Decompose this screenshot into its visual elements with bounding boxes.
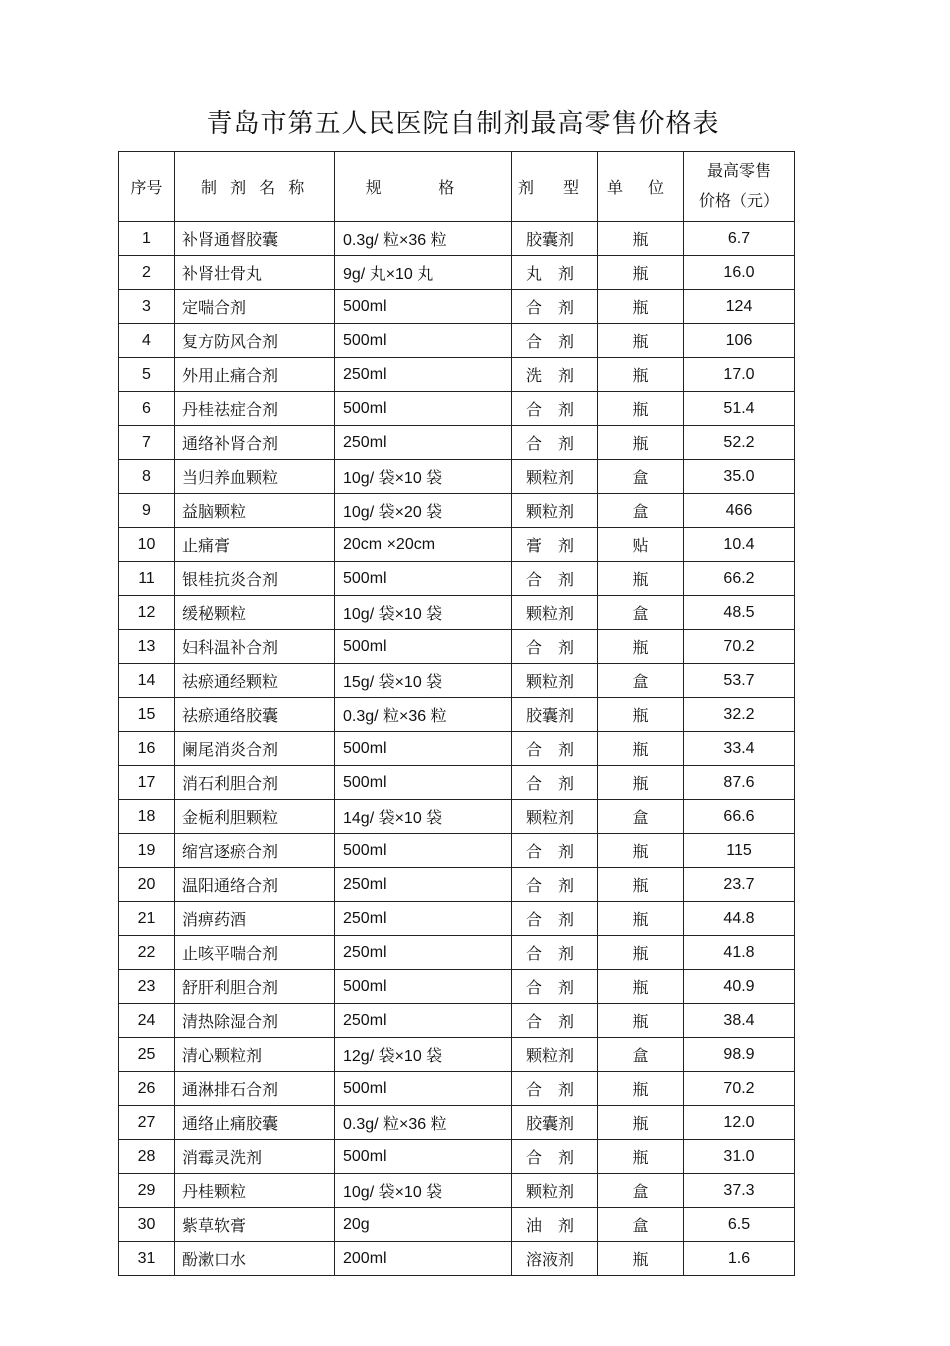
header-name: 制 剂 名 称 (175, 152, 335, 222)
cell-spec: 12g/ 袋×10 袋 (335, 1038, 512, 1072)
table-row (119, 324, 795, 358)
cell-form: 颗粒剂 (512, 800, 598, 834)
cell-name: 丹桂祛症合剂 (175, 392, 335, 426)
cell-form: 合 剂 (512, 868, 598, 902)
cell-name: 消霉灵洗剂 (175, 1140, 335, 1174)
cell-spec: 500ml (335, 290, 512, 324)
cell-form: 颗粒剂 (512, 1174, 598, 1208)
cell-unit: 盒 (598, 1208, 684, 1242)
cell-name: 消石利胆合剂 (175, 766, 335, 800)
cell-name: 酚漱口水 (175, 1242, 335, 1276)
cell-price: 6.7 (684, 222, 795, 256)
cell-price: 53.7 (684, 664, 795, 698)
cell-form: 合 剂 (512, 392, 598, 426)
table-row (119, 562, 795, 596)
cell-spec: 10g/ 袋×10 袋 (335, 460, 512, 494)
cell-unit: 瓶 (598, 1242, 684, 1276)
cell-unit: 盒 (598, 800, 684, 834)
cell-spec: 500ml (335, 392, 512, 426)
cell-spec: 10g/ 袋×10 袋 (335, 1174, 512, 1208)
cell-form: 颗粒剂 (512, 494, 598, 528)
cell-price: 87.6 (684, 766, 795, 800)
cell-price: 98.9 (684, 1038, 795, 1072)
cell-price: 66.2 (684, 562, 795, 596)
cell-unit: 瓶 (598, 868, 684, 902)
cell-spec: 500ml (335, 766, 512, 800)
cell-no: 20 (119, 868, 175, 902)
cell-no: 22 (119, 936, 175, 970)
cell-price: 33.4 (684, 732, 795, 766)
cell-spec: 500ml (335, 1072, 512, 1106)
cell-spec: 250ml (335, 868, 512, 902)
header-form: 剂 型 (512, 152, 598, 222)
cell-name: 通淋排石合剂 (175, 1072, 335, 1106)
cell-no: 23 (119, 970, 175, 1004)
cell-no: 21 (119, 902, 175, 936)
cell-unit: 瓶 (598, 834, 684, 868)
cell-form: 合 剂 (512, 732, 598, 766)
cell-form: 丸 剂 (512, 256, 598, 290)
cell-unit: 盒 (598, 494, 684, 528)
cell-spec: 0.3g/ 粒×36 粒 (335, 1106, 512, 1140)
cell-unit: 瓶 (598, 630, 684, 664)
cell-form: 胶囊剂 (512, 698, 598, 732)
cell-name: 通络止痛胶囊 (175, 1106, 335, 1140)
cell-unit: 盒 (598, 460, 684, 494)
cell-name: 阑尾消炎合剂 (175, 732, 335, 766)
cell-spec: 20cm ×20cm (335, 528, 512, 562)
cell-form: 胶囊剂 (512, 222, 598, 256)
cell-name: 祛瘀通经颗粒 (175, 664, 335, 698)
table-row (119, 800, 795, 834)
cell-spec: 250ml (335, 358, 512, 392)
cell-price: 41.8 (684, 936, 795, 970)
cell-no: 12 (119, 596, 175, 630)
cell-no: 19 (119, 834, 175, 868)
table-row (119, 936, 795, 970)
cell-form: 合 剂 (512, 630, 598, 664)
cell-unit: 瓶 (598, 766, 684, 800)
cell-no: 4 (119, 324, 175, 358)
table-row (119, 426, 795, 460)
cell-form: 合 剂 (512, 290, 598, 324)
cell-form: 合 剂 (512, 902, 598, 936)
header-price (684, 152, 795, 222)
cell-unit: 瓶 (598, 732, 684, 766)
cell-form: 合 剂 (512, 426, 598, 460)
cell-price: 23.7 (684, 868, 795, 902)
table-row (119, 1140, 795, 1174)
cell-unit: 瓶 (598, 698, 684, 732)
cell-form: 合 剂 (512, 834, 598, 868)
cell-unit: 瓶 (598, 902, 684, 936)
table-row (119, 1038, 795, 1072)
cell-spec: 15g/ 袋×10 袋 (335, 664, 512, 698)
cell-no: 8 (119, 460, 175, 494)
cell-form: 膏 剂 (512, 528, 598, 562)
cell-price: 35.0 (684, 460, 795, 494)
cell-spec: 14g/ 袋×10 袋 (335, 800, 512, 834)
cell-spec: 10g/ 袋×10 袋 (335, 596, 512, 630)
table-row (119, 902, 795, 936)
cell-price: 106 (684, 324, 795, 358)
cell-price: 12.0 (684, 1106, 795, 1140)
cell-name: 外用止痛合剂 (175, 358, 335, 392)
cell-spec: 500ml (335, 562, 512, 596)
cell-name: 复方防风合剂 (175, 324, 335, 358)
cell-spec: 500ml (335, 1140, 512, 1174)
cell-price: 52.2 (684, 426, 795, 460)
table-row (119, 460, 795, 494)
cell-spec: 0.3g/ 粒×36 粒 (335, 698, 512, 732)
table-row (119, 596, 795, 630)
cell-form: 洗 剂 (512, 358, 598, 392)
cell-no: 15 (119, 698, 175, 732)
cell-unit: 瓶 (598, 1004, 684, 1038)
cell-form: 合 剂 (512, 766, 598, 800)
cell-name: 补肾通督胶囊 (175, 222, 335, 256)
cell-form: 颗粒剂 (512, 664, 598, 698)
cell-no: 11 (119, 562, 175, 596)
cell-no: 5 (119, 358, 175, 392)
cell-price: 466 (684, 494, 795, 528)
cell-price: 124 (684, 290, 795, 324)
cell-name: 清热除湿合剂 (175, 1004, 335, 1038)
cell-spec: 500ml (335, 834, 512, 868)
cell-no: 1 (119, 222, 175, 256)
cell-unit: 瓶 (598, 562, 684, 596)
cell-form: 合 剂 (512, 324, 598, 358)
cell-unit: 贴 (598, 528, 684, 562)
cell-name: 缓秘颗粒 (175, 596, 335, 630)
header-price-line2: 价格（元） (698, 192, 779, 210)
cell-no: 17 (119, 766, 175, 800)
table-row (119, 970, 795, 1004)
cell-unit: 盒 (598, 1174, 684, 1208)
cell-price: 17.0 (684, 358, 795, 392)
cell-name: 丹桂颗粒 (175, 1174, 335, 1208)
cell-unit: 瓶 (598, 222, 684, 256)
cell-spec: 250ml (335, 1004, 512, 1038)
cell-unit: 瓶 (598, 426, 684, 460)
cell-name: 止咳平喘合剂 (175, 936, 335, 970)
cell-unit: 瓶 (598, 392, 684, 426)
cell-unit: 盒 (598, 596, 684, 630)
cell-spec: 250ml (335, 936, 512, 970)
cell-price: 40.9 (684, 970, 795, 1004)
cell-form: 颗粒剂 (512, 596, 598, 630)
cell-spec: 250ml (335, 902, 512, 936)
cell-spec: 9g/ 丸×10 丸 (335, 256, 512, 290)
cell-price: 16.0 (684, 256, 795, 290)
cell-form: 颗粒剂 (512, 1038, 598, 1072)
table-row (119, 698, 795, 732)
cell-no: 27 (119, 1106, 175, 1140)
cell-name: 定喘合剂 (175, 290, 335, 324)
cell-name: 妇科温补合剂 (175, 630, 335, 664)
cell-unit: 瓶 (598, 970, 684, 1004)
cell-price: 37.3 (684, 1174, 795, 1208)
cell-name: 补肾壮骨丸 (175, 256, 335, 290)
cell-price: 44.8 (684, 902, 795, 936)
table-row (119, 494, 795, 528)
cell-price: 70.2 (684, 630, 795, 664)
cell-spec: 500ml (335, 324, 512, 358)
table-row (119, 1106, 795, 1140)
cell-form: 胶囊剂 (512, 1106, 598, 1140)
table-row (119, 528, 795, 562)
table-row (119, 222, 795, 256)
cell-name: 止痛膏 (175, 528, 335, 562)
table-row (119, 766, 795, 800)
cell-spec: 10g/ 袋×20 袋 (335, 494, 512, 528)
cell-spec: 250ml (335, 426, 512, 460)
cell-price: 6.5 (684, 1208, 795, 1242)
cell-no: 3 (119, 290, 175, 324)
cell-no: 24 (119, 1004, 175, 1038)
cell-price: 115 (684, 834, 795, 868)
cell-price: 70.2 (684, 1072, 795, 1106)
cell-name: 通络补肾合剂 (175, 426, 335, 460)
page-title: 青岛市第五人民医院自制剂最高零售价格表 (206, 109, 720, 140)
cell-unit: 瓶 (598, 1140, 684, 1174)
cell-name: 清心颗粒剂 (175, 1038, 335, 1072)
cell-form: 合 剂 (512, 936, 598, 970)
cell-no: 28 (119, 1140, 175, 1174)
cell-spec: 200ml (335, 1242, 512, 1276)
cell-unit: 瓶 (598, 1106, 684, 1140)
table-row (119, 1242, 795, 1276)
cell-spec: 0.3g/ 粒×36 粒 (335, 222, 512, 256)
table-row (119, 1208, 795, 1242)
cell-spec: 500ml (335, 732, 512, 766)
table-row (119, 392, 795, 426)
cell-price: 1.6 (684, 1242, 795, 1276)
cell-form: 颗粒剂 (512, 460, 598, 494)
cell-no: 13 (119, 630, 175, 664)
cell-form: 合 剂 (512, 970, 598, 1004)
cell-form: 合 剂 (512, 1072, 598, 1106)
cell-form: 溶液剂 (512, 1242, 598, 1276)
cell-no: 7 (119, 426, 175, 460)
table-row (119, 1004, 795, 1038)
cell-unit: 盒 (598, 1038, 684, 1072)
header-no: 序号 (119, 152, 175, 222)
cell-no: 29 (119, 1174, 175, 1208)
cell-form: 合 剂 (512, 562, 598, 596)
cell-name: 银桂抗炎合剂 (175, 562, 335, 596)
cell-no: 30 (119, 1208, 175, 1242)
table-body (119, 222, 795, 1276)
cell-name: 金栀利胆颗粒 (175, 800, 335, 834)
price-table (118, 151, 795, 1276)
table-row (119, 290, 795, 324)
cell-no: 6 (119, 392, 175, 426)
cell-name: 益脑颗粒 (175, 494, 335, 528)
cell-form: 油 剂 (512, 1208, 598, 1242)
cell-no: 18 (119, 800, 175, 834)
table-row (119, 1072, 795, 1106)
cell-unit: 瓶 (598, 256, 684, 290)
table-row (119, 868, 795, 902)
cell-price: 51.4 (684, 392, 795, 426)
cell-name: 紫草软膏 (175, 1208, 335, 1242)
cell-price: 48.5 (684, 596, 795, 630)
cell-unit: 瓶 (598, 1072, 684, 1106)
table-row (119, 358, 795, 392)
cell-spec: 500ml (335, 630, 512, 664)
table-row (119, 732, 795, 766)
header-spec: 规 格 (335, 152, 512, 222)
cell-price: 66.6 (684, 800, 795, 834)
cell-no: 26 (119, 1072, 175, 1106)
table-row (119, 630, 795, 664)
cell-spec: 500ml (335, 970, 512, 1004)
cell-unit: 瓶 (598, 324, 684, 358)
cell-price: 31.0 (684, 1140, 795, 1174)
cell-no: 9 (119, 494, 175, 528)
header-price-line1: 最高零售 (706, 162, 771, 180)
cell-no: 25 (119, 1038, 175, 1072)
cell-form: 合 剂 (512, 1004, 598, 1038)
cell-name: 温阳通络合剂 (175, 868, 335, 902)
header-unit: 单 位 (598, 152, 684, 222)
cell-unit: 瓶 (598, 358, 684, 392)
cell-price: 32.2 (684, 698, 795, 732)
cell-name: 消痹药酒 (175, 902, 335, 936)
cell-unit: 瓶 (598, 936, 684, 970)
cell-price: 38.4 (684, 1004, 795, 1038)
cell-name: 缩宫逐瘀合剂 (175, 834, 335, 868)
cell-price: 10.4 (684, 528, 795, 562)
cell-name: 舒肝利胆合剂 (175, 970, 335, 1004)
cell-spec: 20g (335, 1208, 512, 1242)
cell-unit: 瓶 (598, 290, 684, 324)
cell-name: 祛瘀通络胶囊 (175, 698, 335, 732)
header-row (119, 152, 795, 222)
table-row (119, 664, 795, 698)
cell-name: 当归养血颗粒 (175, 460, 335, 494)
cell-no: 14 (119, 664, 175, 698)
table-header (119, 152, 795, 222)
cell-no: 16 (119, 732, 175, 766)
cell-no: 2 (119, 256, 175, 290)
cell-unit: 盒 (598, 664, 684, 698)
table-row (119, 256, 795, 290)
cell-form: 合 剂 (512, 1140, 598, 1174)
table-row (119, 1174, 795, 1208)
cell-no: 31 (119, 1242, 175, 1276)
cell-no: 10 (119, 528, 175, 562)
table-row (119, 834, 795, 868)
